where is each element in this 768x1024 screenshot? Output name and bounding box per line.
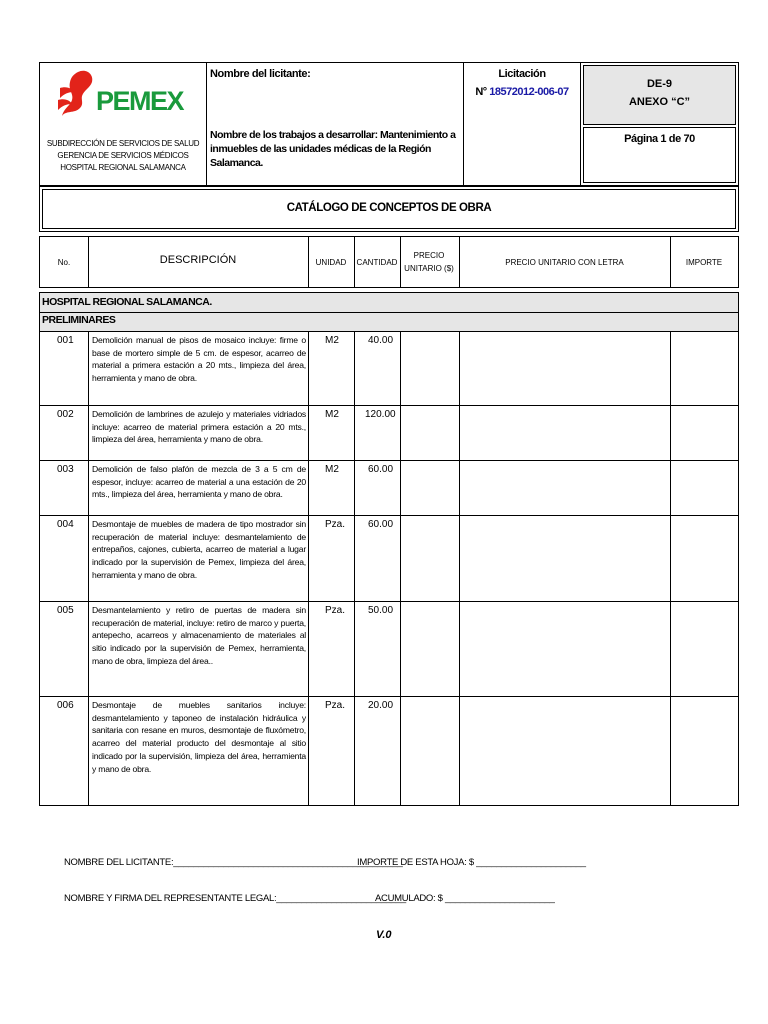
- col-amount: IMPORTE: [685, 257, 723, 267]
- row-qty: 20.00: [368, 700, 394, 711]
- row-qty: 40.00: [368, 335, 394, 346]
- row-unit: M2: [325, 409, 339, 420]
- org-line-2: GERENCIA DE SERVICIOS MÉDICOS: [57, 151, 189, 160]
- version-label: V.0: [376, 929, 392, 941]
- row-no: 006: [57, 700, 74, 711]
- row-qty: 50.00: [368, 605, 394, 616]
- row-no: 002: [57, 409, 74, 420]
- footer-bidder-name: NOMBRE DEL LICITANTE:______________________________________________: [64, 857, 403, 868]
- row-qty: 120.00: [365, 409, 396, 420]
- row-unit: Pza.: [325, 700, 346, 711]
- row-unit: M2: [325, 335, 339, 346]
- tender-number-line: [464, 86, 580, 98]
- tender-number: 18572012-006-07: [489, 86, 569, 98]
- org-lines: [40, 138, 206, 174]
- row-description: Demolición manual de pisos de mosaico incluye: firme o base de mortero simple de 5 cm. de espesor, acarreo de material a primera estación a 20 mts., limpieza del área, herramienta y mano de obra.: [92, 335, 306, 384]
- row-description: Demolición de falso plafón de mezcla de 3 a 5 cm de espesor, incluye: acarreo de material a una estación de 20 mts., limpieza del área, herramienta y mano de obra.: [92, 464, 306, 500]
- doc-code: DE-9: [646, 78, 673, 90]
- col-unit-price: PRECIO UNITARIO ($): [404, 251, 454, 273]
- org-line-3: HOSPITAL REGIONAL SALAMANCA: [60, 163, 186, 172]
- brand-name: PEMEX: [96, 86, 184, 116]
- row-unit: M2: [325, 464, 339, 475]
- row-unit: Pza.: [325, 519, 346, 530]
- footer-accumulated: ACUMULADO: $ ______________________: [375, 893, 555, 904]
- row-no: 004: [57, 519, 74, 530]
- row-no: 001: [57, 335, 74, 346]
- page-number: Página 1 de 70: [624, 133, 695, 145]
- bidder-label: Nombre del licitante:: [210, 68, 311, 80]
- col-price-text: PRECIO UNITARIO CON LETRA: [505, 257, 624, 267]
- row-qty: 60.00: [368, 464, 394, 475]
- row-unit: Pza.: [325, 605, 346, 616]
- page-title: CATÁLOGO DE CONCEPTOS DE OBRA: [286, 202, 492, 214]
- annex-box: [583, 65, 736, 125]
- row-qty: 60.00: [368, 519, 394, 530]
- org-line-1: SUBDIRECCIÓN DE SERVICIOS DE SALUD: [46, 139, 200, 148]
- row-no: 003: [57, 464, 74, 475]
- row-description: Demolición de lambrines de azulejo y materiales vidriados incluye: acarreo de material primera estación a 20 mts., limpieza del área, herramienta y mano de obra.: [92, 409, 306, 445]
- col-no: No.: [57, 257, 71, 267]
- footer-legal-rep: NOMBRE Y FIRMA DEL REPRESENTANTE LEGAL:__________________________: [64, 893, 406, 904]
- row-description: Desmontaje de muebles sanitarios incluye: desmantelamiento y taponeo de instalación hidráulica y sanitaria con resane en muros, desmontaje de fluxómetro, acarreo del material producto del desmontaje al sitio indicado por la supervisión, limpieza del área, herramienta y mano de obra.: [92, 700, 306, 774]
- footer-page-amount: IMPORTE DE ESTA HOJA: $ ______________________: [357, 857, 586, 868]
- tender-label: Licitación: [498, 68, 546, 80]
- col-description: DESCRIPCIÓN: [159, 254, 237, 266]
- col-unit: UNIDAD: [315, 257, 347, 267]
- row-no: 005: [57, 605, 74, 616]
- row-description: Desmontaje de muebles de madera de tipo mostrador sin recuperación de material incluye: desmantelamiento de entrepaños, cajones, cubierta, acarreo de material a lugar indicado por la supervisión de Pemex, limpieza del área, herramienta y mano de obra.: [92, 519, 306, 580]
- subsection-title: PRELIMINARES: [42, 314, 116, 326]
- col-qty: CANTIDAD: [356, 257, 398, 267]
- section-title: HOSPITAL REGIONAL SALAMANCA.: [42, 296, 212, 308]
- tender-prefix: N°: [475, 86, 487, 98]
- annex-label: ANEXO “C”: [628, 96, 691, 108]
- row-description: Desmantelamiento y retiro de puertas de madera sin recuperación de material, incluye: retiro de marco y puerta, antepecho, acarreos y almacenamiento de materiales al sitio indicado por la supervisión de Pemex, herramienta, mano de obra, limpieza del área..: [92, 605, 306, 666]
- works-label: Nombre de los trabajos a desarrollar: Mantenimiento a inmuebles de las unidades médicas de la Región Salamanca.: [210, 129, 456, 169]
